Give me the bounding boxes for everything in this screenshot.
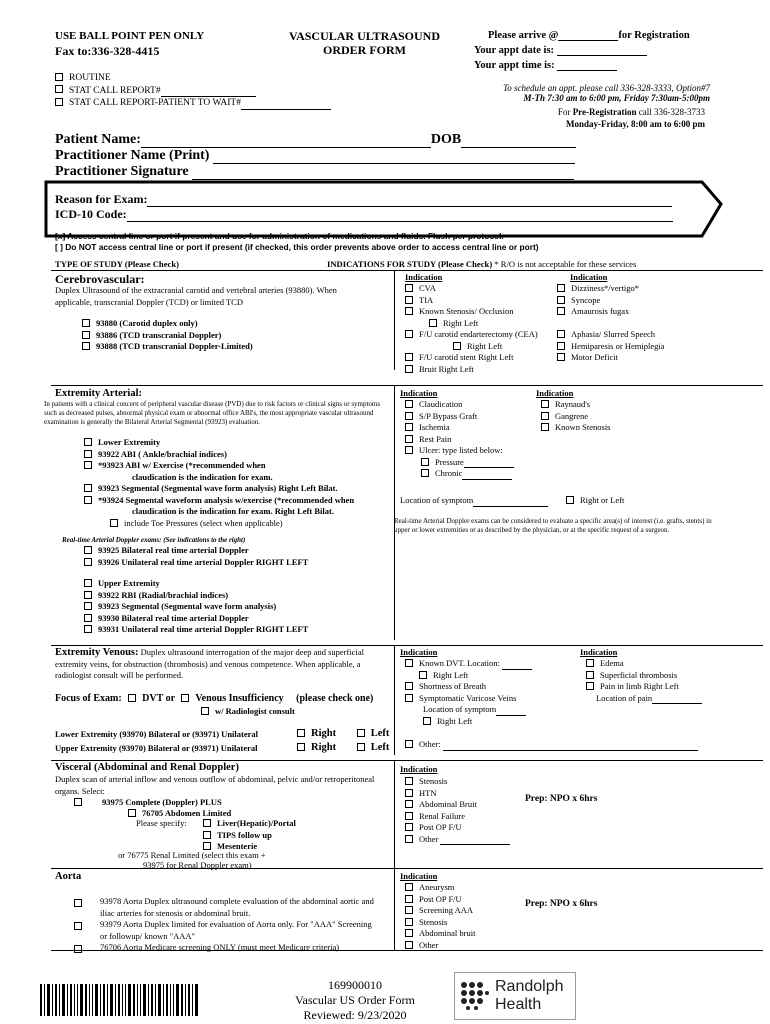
carotid-stent-checkbox[interactable] bbox=[405, 353, 413, 361]
gangrene-label: Gangrene bbox=[555, 410, 589, 421]
realtime-label: Real-time Arterial Doppler exams: (See indications to the right) bbox=[62, 536, 246, 544]
segmental-93924-checkbox[interactable] bbox=[84, 496, 92, 504]
logo-health: Health bbox=[495, 996, 542, 1013]
upper-93931-label: 93931 Unilateral real time arterial Doppler RIGHT LEFT bbox=[98, 624, 309, 634]
cerebro-desc: Duplex Ultrasound of the extracranial carotid and vertebral arteries (93880). When applicable, transcranial Doppler (TCD) or limited TCD bbox=[55, 285, 337, 307]
arterial-indication-hdr-right: Indication bbox=[536, 388, 574, 398]
rest-pain-checkbox[interactable] bbox=[405, 435, 413, 443]
cea-checkbox[interactable] bbox=[405, 330, 413, 338]
superficial-thrombosis-label: Superficial thrombosis bbox=[600, 669, 678, 680]
hemiparesis-checkbox[interactable] bbox=[557, 342, 565, 350]
venous-block bbox=[55, 647, 385, 682]
varicose-checkbox[interactable] bbox=[405, 694, 413, 702]
visceral-prep: Prep: NPO x 6hrs bbox=[525, 794, 598, 804]
aorta-93979-checkbox[interactable] bbox=[74, 922, 82, 930]
venous-upper-row bbox=[55, 743, 258, 755]
stat-wait-checkbox[interactable] bbox=[55, 98, 63, 106]
arterial-lower-items bbox=[84, 437, 354, 529]
stat-wait-field[interactable] bbox=[241, 109, 331, 110]
visc-other-label: Other bbox=[419, 833, 439, 844]
abd-limited-label: 76705 Abdomen Limited bbox=[142, 808, 232, 818]
realtime-93926-label: 93926 Unilateral real time arterial Doppler RIGHT LEFT bbox=[98, 556, 309, 567]
venous-lower-left-checkbox[interactable] bbox=[357, 729, 365, 737]
aorta-93978-label: 93978 Aorta Duplex ultrasound complete evaluation of the abdominal aortic and iliac arteries for stenosis or abdominal bruit. bbox=[100, 896, 374, 918]
prereg-prefix: For bbox=[557, 107, 571, 117]
aorta-76706-checkbox[interactable] bbox=[74, 945, 82, 953]
routine-label: ROUTINE bbox=[69, 73, 111, 83]
lower-ext-label: Lower Extremity bbox=[98, 437, 161, 447]
cerebro-indication-hdr-right: Indication bbox=[570, 272, 608, 282]
varicose-side-checkbox[interactable] bbox=[423, 717, 431, 725]
stenosis-side-checkbox[interactable] bbox=[429, 319, 437, 327]
footer-form-name: Vascular US Order Form bbox=[295, 993, 415, 1007]
visceral-complete-checkbox[interactable] bbox=[74, 798, 82, 806]
ischemia-label: Ischemia bbox=[419, 422, 450, 432]
pain-location-label: Location of pain bbox=[596, 692, 653, 703]
visceral-sub-items bbox=[203, 818, 296, 853]
motor-deficit-label: Motor Deficit bbox=[571, 352, 618, 362]
htn-checkbox[interactable] bbox=[405, 789, 413, 797]
aneurysm-label: Aneurysm bbox=[419, 882, 455, 892]
venous-upper-left-checkbox[interactable] bbox=[357, 743, 365, 751]
prereg-hours: Monday-Friday, 8:00 am to 6:00 pm bbox=[566, 119, 705, 129]
upper-segmental-label: 93923 Segmental (Segmental wave form analysis) bbox=[98, 601, 277, 611]
known-dvt-checkbox[interactable] bbox=[405, 659, 413, 667]
arterial-ind-left bbox=[405, 399, 514, 480]
visc-stenosis-label: Stenosis bbox=[419, 776, 448, 786]
abi-claudication-note: claudication is the indication for exam. bbox=[132, 471, 273, 482]
schedule-line-2: M-Th 7:30 am to 6:00 pm, Friday 7:30am-5:00pm bbox=[523, 93, 710, 103]
cerebro-93880-label: 93880 (Carotid duplex only) bbox=[96, 318, 198, 328]
venous-focus-row bbox=[55, 693, 373, 704]
footer-reviewed: Reviewed: 9/23/2020 bbox=[303, 1008, 407, 1022]
venous-upper-left-label: Left bbox=[370, 742, 390, 753]
venous-symptom-field[interactable] bbox=[496, 715, 526, 716]
venous-upper-right-checkbox[interactable] bbox=[297, 743, 305, 751]
venous-other-field[interactable] bbox=[443, 750, 698, 751]
bruit-label: Bruit Right Left bbox=[419, 363, 474, 374]
chronic-checkbox[interactable] bbox=[421, 469, 429, 477]
venous-ind-right bbox=[586, 658, 702, 704]
appt-date-line bbox=[474, 45, 647, 56]
ulcer-label: Ulcer: type listed below: bbox=[419, 445, 503, 455]
cva-label: CVA bbox=[419, 283, 436, 293]
appt-date-label: Your appt date is: bbox=[474, 45, 555, 56]
carotid-stent-label: F/U carotid stent Right Left bbox=[419, 352, 514, 362]
raynauds-label: Raynaud's bbox=[555, 399, 591, 409]
aorta-ind bbox=[405, 882, 508, 951]
ulcer-checkbox[interactable] bbox=[405, 446, 413, 454]
reason-label: Reason for Exam: bbox=[55, 192, 148, 206]
limb-pain-label: Pain in limb Right Left bbox=[600, 681, 679, 691]
central-line-access[interactable]: [x] Access central line or port if present and use for administration of medications and fluids. Flush per protocol. bbox=[55, 231, 504, 241]
stenosis-side-label: Right Left bbox=[443, 317, 479, 328]
bypass-graft-checkbox[interactable] bbox=[405, 412, 413, 420]
aorta-76706-label: 76706 Aorta Medicare screening ONLY (must meet Medicare criteria) bbox=[100, 942, 340, 952]
dvt-checkbox[interactable] bbox=[128, 694, 136, 702]
indications-header bbox=[327, 259, 636, 269]
venous-indication-hdr-right: Indication bbox=[580, 647, 618, 657]
upper-93931-checkbox[interactable] bbox=[84, 625, 92, 633]
realtime-93925-label: 93925 Bilateral real time arterial Doppler bbox=[98, 545, 249, 555]
arrive-line bbox=[488, 30, 690, 41]
focus-label: Focus of Exam: bbox=[55, 693, 122, 704]
venous-desc: Duplex ultrasound interrogation of the major deep and superficial extremity veins, for obstruction (thrombosis) and venous competence. When applicable, a radiologist consult will be performed. bbox=[55, 647, 364, 680]
stat-call-label: STAT CALL REPORT# bbox=[69, 85, 161, 96]
visc-postop-checkbox[interactable] bbox=[405, 823, 413, 831]
liver-checkbox[interactable] bbox=[203, 819, 211, 827]
syncope-label: Syncope bbox=[571, 294, 601, 305]
ro-note: * R/O is not acceptable for these services bbox=[494, 259, 637, 269]
aorta-postop-label: Post OP F/U bbox=[419, 893, 462, 904]
realtime-93925-checkbox[interactable] bbox=[84, 546, 92, 554]
cerebro-93886-checkbox[interactable] bbox=[82, 331, 90, 339]
arterial-ind-right bbox=[541, 399, 611, 434]
cea-side-checkbox[interactable] bbox=[453, 342, 461, 350]
aneurysm-checkbox[interactable] bbox=[405, 883, 413, 891]
cea-side-label: Right Left bbox=[467, 340, 503, 351]
indications-header-label: INDICATIONS FOR STUDY (Please Check) bbox=[327, 259, 493, 269]
aorta-93979-label: 93979 Aorta Duplex limited for evaluation of Aorta only. For "AAA" Screening or followup/ known "AAA" bbox=[100, 919, 372, 941]
footer-code: 169900010 bbox=[328, 978, 382, 992]
practitioner-sig-label: Practitioner Signature bbox=[55, 164, 189, 179]
liver-label: Liver(Hepatic)/Portal bbox=[217, 818, 296, 828]
segmental-93923-checkbox[interactable] bbox=[84, 484, 92, 492]
form-subtitle: ORDER FORM bbox=[323, 43, 406, 57]
visceral-desc: Duplex scan of arterial inflow and venous outflow of abdominal, pelvic and/or retroperitoneal organs. Select: bbox=[55, 774, 375, 796]
appt-time-line bbox=[474, 60, 617, 71]
aorta-items bbox=[74, 896, 374, 954]
renal-failure-checkbox[interactable] bbox=[405, 812, 413, 820]
arterial-side-label: Right or Left bbox=[580, 495, 625, 505]
visceral-title: Visceral (Abdominal and Renal Doppler) bbox=[55, 762, 239, 773]
cerebro-title: Cerebrovascular: bbox=[55, 272, 145, 286]
radiologist-row bbox=[201, 706, 295, 718]
aorta-bruit-checkbox[interactable] bbox=[405, 929, 413, 937]
venous-lower-right-label: Right bbox=[311, 728, 337, 739]
routine-checkbox[interactable] bbox=[55, 73, 63, 81]
venous-other-label: Other: bbox=[419, 739, 441, 749]
claudication-checkbox[interactable] bbox=[405, 400, 413, 408]
arterial-right-left bbox=[566, 495, 624, 507]
arterial-side-checkbox[interactable] bbox=[566, 496, 574, 504]
icd-field[interactable] bbox=[127, 221, 673, 222]
htn-label: HTN bbox=[419, 787, 437, 798]
arterial-location-label: Location of symptom bbox=[400, 495, 474, 505]
appt-time-field[interactable] bbox=[557, 70, 617, 71]
renal-note: 93975 for Renal Doppler exam) bbox=[143, 860, 252, 870]
arterial-indication-hdr-left: Indication bbox=[400, 388, 438, 398]
prereg-bold: Pre-Registration bbox=[572, 107, 637, 117]
visc-stenosis-checkbox[interactable] bbox=[405, 777, 413, 785]
upper-93930-checkbox[interactable] bbox=[84, 614, 92, 622]
barcode-image bbox=[40, 984, 200, 1016]
edema-checkbox[interactable] bbox=[586, 659, 594, 667]
aorta-postop-checkbox[interactable] bbox=[405, 895, 413, 903]
visc-postop-label: Post OP F/U bbox=[419, 822, 462, 832]
gangrene-checkbox[interactable] bbox=[541, 412, 549, 420]
venous-upper-sides bbox=[297, 742, 389, 753]
venous-lower-sides bbox=[297, 728, 389, 739]
rbi-93922-label: 93922 RBI (Radial/brachial indices) bbox=[98, 589, 229, 600]
bruit-checkbox[interactable] bbox=[405, 365, 413, 373]
cerebro-93888-label: 93888 (TCD transcranial Doppler-Limited) bbox=[96, 341, 253, 351]
reason-row bbox=[55, 192, 672, 207]
aorta-stenosis-label: Stenosis bbox=[419, 916, 448, 927]
varicose-side-label: Right Left bbox=[437, 715, 473, 726]
cva-checkbox[interactable] bbox=[405, 284, 413, 292]
arterial-desc: In patients with a clinical concern of peripheral vascular disease (PVD) due to risk factors or clinical signs or symptoms such as decreased pulses, abnormal physical exam or abnormal office ABI's, the most appropriate vascular ultrasound examination is generally the Bilateral Arterial Segmental (93923) evaluation. bbox=[44, 400, 381, 426]
venous-other-row bbox=[405, 739, 698, 751]
cerebro-items bbox=[82, 318, 253, 353]
rest-pain-label: Rest Pain bbox=[419, 433, 452, 444]
radiologist-label: w/ Radiologist consult bbox=[215, 706, 295, 716]
abd-bruit-label: Abdominal Bruit bbox=[419, 799, 477, 809]
segmental-93923-label: 93923 Segmental (Segmental wave form analysis) Right Left Bilat. bbox=[98, 483, 338, 493]
abi-93923-exercise-checkbox[interactable] bbox=[84, 461, 92, 469]
schedule-line-1: To schedule an appt. please call 336-328-3333, Option#7 bbox=[503, 83, 710, 93]
toe-pressures-label: include Toe Pressures (select when applicable) bbox=[124, 517, 283, 528]
arrive-time-field[interactable] bbox=[558, 40, 618, 41]
practitioner-sig-row bbox=[55, 164, 574, 180]
toe-pressures-checkbox[interactable] bbox=[110, 519, 118, 527]
dvt-location-field[interactable] bbox=[502, 669, 532, 670]
central-line-no-access[interactable]: [ ] Do NOT access central line or port if present (if checked, this order prevents above order to access central line or port) bbox=[55, 242, 539, 252]
priority-options bbox=[55, 72, 331, 110]
bypass-graft-label: S/P Bypass Graft bbox=[419, 410, 478, 421]
visceral-ind bbox=[405, 776, 510, 845]
logo-randolph: Randolph bbox=[495, 978, 564, 995]
lower-ext-checkbox[interactable] bbox=[84, 438, 92, 446]
motor-deficit-checkbox[interactable] bbox=[557, 353, 565, 361]
stat-call-checkbox[interactable] bbox=[55, 85, 63, 93]
aorta-other-field[interactable] bbox=[438, 950, 508, 951]
cerebro-ind-left bbox=[405, 283, 538, 375]
renal-label: or 76775 Renal Limited (select this exam + bbox=[118, 850, 266, 860]
venous-lower-right-checkbox[interactable] bbox=[297, 729, 305, 737]
tips-label: TIPS follow up bbox=[217, 829, 272, 840]
abi-93922-checkbox[interactable] bbox=[84, 450, 92, 458]
patient-name-label: Patient Name: bbox=[55, 132, 141, 147]
upper-segmental-checkbox[interactable] bbox=[84, 602, 92, 610]
dizziness-checkbox[interactable] bbox=[557, 284, 565, 292]
visceral-complete-row bbox=[74, 797, 222, 809]
realtime-note: Real-time Arterial Doppler exams can be considered to evaluate a specific area(s) of interest (i.e. grafts, stents) in upper or lower extremities or as described by the physician, or at the specific request of a surgeon. bbox=[394, 517, 712, 534]
aphasia-checkbox[interactable] bbox=[557, 330, 565, 338]
arrive-label: Please arrive @ bbox=[488, 30, 559, 41]
amaurosis-checkbox[interactable] bbox=[557, 307, 565, 315]
segmental-93924-label: *93924 Segmental waveform analysis w/exercise (*recommended when bbox=[98, 494, 355, 505]
tips-checkbox[interactable] bbox=[203, 831, 211, 839]
insufficiency-label: Venous Insufficiency bbox=[195, 693, 284, 704]
pressure-checkbox[interactable] bbox=[421, 458, 429, 466]
varicose-label: Symptomatic Varicose Veins bbox=[419, 692, 517, 703]
chronic-field[interactable] bbox=[462, 479, 512, 480]
cerebro-ind-right bbox=[557, 283, 664, 364]
logo-dots-icon bbox=[460, 981, 490, 1011]
known-dvt-label: Known DVT. Location: bbox=[419, 658, 500, 668]
abi-93922-label: 93922 ABI ( Ankle/brachial indices) bbox=[98, 448, 227, 459]
arterial-title: Extremity Arterial: bbox=[55, 388, 142, 399]
abd-bruit-checkbox[interactable] bbox=[405, 800, 413, 808]
known-stenosis-checkbox[interactable] bbox=[405, 307, 413, 315]
venous-title: Extremity Venous: bbox=[55, 647, 139, 658]
cerebro-93888-checkbox[interactable] bbox=[82, 342, 90, 350]
aorta-other-checkbox[interactable] bbox=[405, 941, 413, 949]
insufficiency-checkbox[interactable] bbox=[181, 694, 189, 702]
sob-checkbox[interactable] bbox=[405, 682, 413, 690]
aorta-stenosis-checkbox[interactable] bbox=[405, 918, 413, 926]
raynauds-checkbox[interactable] bbox=[541, 400, 549, 408]
logo-text bbox=[495, 978, 564, 1014]
renal-failure-label: Renal Failure bbox=[419, 810, 466, 821]
abi-93923-exercise-label: *93923 ABI w/ Exercise (*recommended when bbox=[98, 460, 266, 470]
radiologist-checkbox[interactable] bbox=[201, 707, 209, 715]
randolph-health-logo bbox=[454, 972, 576, 1020]
dvt-side-label: Right Left bbox=[433, 669, 469, 680]
upper-93930-label: 93930 Bilateral real time arterial Doppler bbox=[98, 612, 249, 623]
form-title: VASCULAR ULTRASOUND bbox=[288, 29, 441, 43]
edema-label: Edema bbox=[600, 658, 624, 668]
hemiparesis-label: Hemiparesis or Hemiplegia bbox=[571, 340, 665, 351]
arterial-stenosis-checkbox[interactable] bbox=[541, 423, 549, 431]
tia-checkbox[interactable] bbox=[405, 296, 413, 304]
venous-upper-right-label: Right bbox=[311, 742, 337, 753]
tia-label: TIA bbox=[419, 294, 434, 305]
footer-info bbox=[280, 978, 430, 1023]
syncope-checkbox[interactable] bbox=[557, 296, 565, 304]
claudication-label: Claudication bbox=[419, 399, 463, 409]
cerebro-indication-hdr-left: Indication bbox=[405, 272, 443, 282]
aorta-prep: Prep: NPO x 6hrs bbox=[525, 899, 598, 909]
prereg-phone: call 336-328-3733 bbox=[638, 107, 705, 117]
appt-date-field[interactable] bbox=[557, 55, 647, 56]
pain-location-field[interactable] bbox=[652, 703, 702, 704]
venous-lower-label: Lower Extremity (93970) Bilateral or (93971) Unilateral bbox=[55, 729, 259, 739]
upper-ext-checkbox[interactable] bbox=[84, 579, 92, 587]
pen-instruction: USE BALL POINT PEN ONLY bbox=[55, 30, 205, 42]
upper-ext-label: Upper Extremity bbox=[98, 578, 160, 588]
visc-other-field[interactable] bbox=[440, 844, 510, 845]
visceral-complete-label: 93975 Complete (Doppler) PLUS bbox=[102, 797, 222, 807]
venous-symptom-label: Location of symptom bbox=[423, 704, 497, 714]
chronic-label: Chronic bbox=[435, 468, 463, 478]
schedule-info bbox=[470, 83, 710, 103]
aorta-bruit-label: Abdominal bruit bbox=[419, 928, 476, 938]
aorta-title: Aorta bbox=[55, 871, 82, 882]
visc-other-checkbox[interactable] bbox=[405, 835, 413, 843]
segmental-claudication-note: claudication is the indication for exam. Right Left Bilat. bbox=[132, 506, 334, 516]
aorta-other-label: Other bbox=[419, 939, 439, 950]
ischemia-checkbox[interactable] bbox=[405, 423, 413, 431]
sob-label: Shortness of Breath bbox=[419, 681, 487, 691]
amaurosis-label: Amaurosis fugax bbox=[571, 306, 630, 316]
stat-wait-label: STAT CALL REPORT-PATIENT TO WAIT# bbox=[69, 98, 241, 108]
arterial-location-row bbox=[400, 495, 548, 507]
abd-limited-checkbox[interactable] bbox=[128, 809, 136, 817]
dvt-label: DVT or bbox=[142, 693, 175, 704]
prereg-line bbox=[470, 107, 705, 117]
patient-name-row bbox=[55, 132, 576, 148]
rbi-93922-checkbox[interactable] bbox=[84, 591, 92, 599]
dvt-side-checkbox[interactable] bbox=[419, 671, 427, 679]
venous-lower-left-label: Left bbox=[370, 728, 390, 739]
type-of-study-header: TYPE OF STUDY (Please Check) bbox=[55, 259, 179, 269]
aphasia-label: Aphasia/ Slurred Speech bbox=[571, 329, 656, 339]
arterial-location-field[interactable] bbox=[473, 506, 548, 507]
fax-number: Fax to:336-328-4415 bbox=[55, 44, 160, 58]
dizziness-label: Dizziness*/vertigo* bbox=[571, 283, 639, 293]
cerebro-93880-checkbox[interactable] bbox=[82, 319, 90, 327]
known-stenosis-label: Known Stenosis/ Occlusion bbox=[419, 306, 514, 316]
arterial-upper-items bbox=[84, 578, 308, 636]
mesenteric-label: Mesenterie bbox=[217, 841, 258, 851]
limb-pain-checkbox[interactable] bbox=[586, 682, 594, 690]
mesenteric-checkbox[interactable] bbox=[203, 842, 211, 850]
realtime-93926-checkbox[interactable] bbox=[84, 558, 92, 566]
icd-row bbox=[55, 207, 673, 222]
arterial-stenosis-label: Known Stenosis bbox=[555, 422, 611, 432]
venous-indication-hdr-left: Indication bbox=[400, 647, 438, 657]
screening-aaa-label: Screening AAA bbox=[419, 905, 474, 915]
venous-upper-label: Upper Extremity (93970) Bilateral or (93971) Unilateral bbox=[55, 743, 258, 753]
visceral-indication-hdr: Indication bbox=[400, 764, 438, 774]
venous-ind-left bbox=[405, 658, 532, 727]
cerebro-93886-label: 93886 (TCD transcranial Doppler) bbox=[96, 329, 222, 340]
screening-aaa-checkbox[interactable] bbox=[405, 906, 413, 914]
dob-label: DOB bbox=[430, 132, 462, 147]
aorta-indication-hdr: Indication bbox=[400, 871, 438, 881]
cea-label: F/U carotid endarterectomy (CEA) bbox=[419, 329, 538, 339]
pressure-label: Pressure bbox=[435, 456, 464, 467]
superficial-thrombosis-checkbox[interactable] bbox=[586, 671, 594, 679]
icd-label: ICD-10 Code: bbox=[55, 207, 127, 221]
aorta-93978-checkbox[interactable] bbox=[74, 899, 82, 907]
venous-lower-row bbox=[55, 729, 258, 741]
check-one-label: (please check one) bbox=[296, 693, 374, 704]
practitioner-name-label: Practitioner Name (Print) bbox=[55, 148, 210, 163]
venous-other-checkbox[interactable] bbox=[405, 740, 413, 748]
arterial-realtime-items bbox=[84, 545, 308, 568]
specify-label: Please specify: bbox=[136, 818, 187, 828]
arrive-for-label: for Registration bbox=[618, 30, 690, 41]
appt-time-label: Your appt time is: bbox=[474, 60, 555, 71]
practitioner-name-row bbox=[55, 148, 575, 164]
